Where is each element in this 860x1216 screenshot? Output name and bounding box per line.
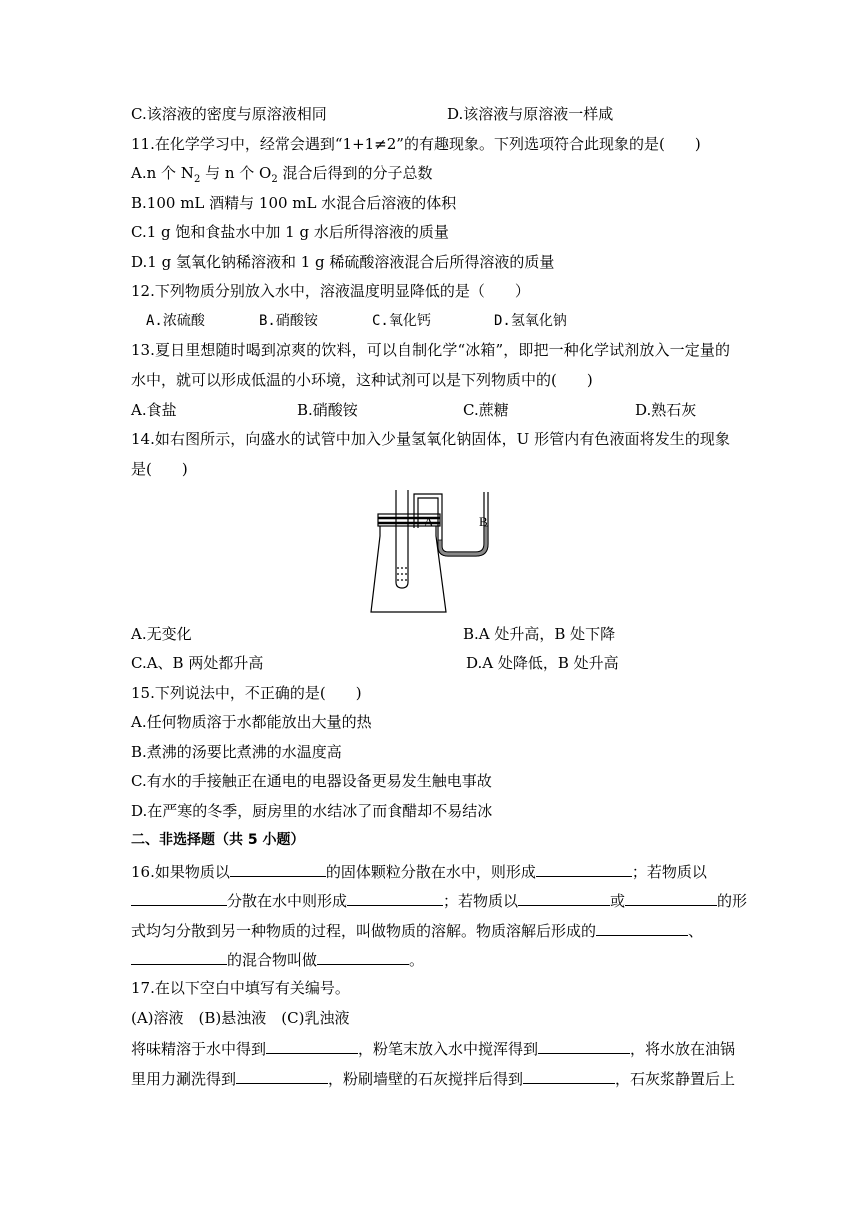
subscript: 2 bbox=[193, 174, 201, 185]
blank-field[interactable] bbox=[536, 860, 632, 877]
q17-text: ，粉刷墙壁的石灰搅拌后得到 bbox=[328, 1070, 524, 1088]
q17-text: ，石灰浆静置后上 bbox=[615, 1070, 736, 1088]
q16-text: 或 bbox=[610, 892, 626, 910]
blank-field[interactable] bbox=[538, 1037, 630, 1054]
blank-field[interactable] bbox=[523, 1067, 615, 1084]
q13-option-c: C.蔗糖 bbox=[463, 401, 509, 419]
q12-option-d: D.氢氧化钠 bbox=[494, 313, 567, 329]
blank-field[interactable] bbox=[236, 1067, 328, 1084]
blank-field[interactable] bbox=[266, 1037, 358, 1054]
q11-option-a-text: 与 n 个 O bbox=[200, 164, 272, 182]
section-heading: 二、非选择题（共 5 小题） bbox=[131, 832, 305, 848]
q16-line1 bbox=[131, 860, 707, 882]
q17-text: ，将水放在油锅 bbox=[630, 1040, 736, 1058]
q17-line1 bbox=[131, 1037, 735, 1059]
q10-option-d: D.该溶液与原溶液一样咸 bbox=[447, 105, 614, 123]
q11-option-c: C.1 g 饱和食盐水中加 1 g 水后所得溶液的质量 bbox=[131, 223, 449, 241]
q11-option-b: B.100 mL 酒精与 100 mL 水混合后溶液的体积 bbox=[131, 194, 457, 212]
blank-field[interactable] bbox=[230, 860, 326, 877]
blank-field[interactable] bbox=[317, 948, 409, 965]
q16-line2 bbox=[131, 889, 747, 911]
q13-option-b: B.硝酸铵 bbox=[297, 401, 358, 419]
q16-text: 式均匀分散到另一种物质的过程，叫做物质的溶解。物质溶解后形成的 bbox=[131, 922, 597, 940]
q14-stem-line2: 是( ) bbox=[131, 460, 188, 478]
q16-text: ；若物质以 bbox=[443, 892, 519, 910]
q12-option-a: A.浓硫酸 bbox=[146, 313, 205, 329]
q17-text: ，粉笔末放入水中搅浑得到 bbox=[358, 1040, 539, 1058]
blank-field[interactable] bbox=[625, 889, 717, 906]
q15-option-d: D.在严寒的冬季，厨房里的水结冰了而食醋却不易结冰 bbox=[131, 802, 493, 820]
q12-stem: 12.下列物质分别放入水中，溶液温度明显降低的是（ ） bbox=[131, 282, 530, 300]
q14-option-a: A.无变化 bbox=[131, 625, 192, 643]
q17-stem: 17.在以下空白中填写有关编号。 bbox=[131, 979, 350, 997]
q11-option-a bbox=[131, 163, 433, 190]
q14-option-d: D.A 处降低，B 处升高 bbox=[466, 654, 619, 672]
q13-option-a: A.食盐 bbox=[131, 401, 177, 419]
q11-stem: 11.在化学学习中，经常会遇到“1+1≠2”的有趣现象。下列选项符合此现象的是( ) bbox=[131, 135, 701, 153]
blank-field[interactable] bbox=[131, 889, 227, 906]
q17-choices: (A)溶液 (B)悬浊液 (C)乳浊液 bbox=[131, 1009, 350, 1027]
blank-field[interactable] bbox=[596, 919, 688, 936]
q14-option-c: C.A、B 两处都升高 bbox=[131, 654, 264, 672]
q17-text: 将味精溶于水中得到 bbox=[131, 1040, 267, 1058]
q16-text: 。 bbox=[409, 951, 425, 969]
q12-option-c: C.氧化钙 bbox=[372, 313, 431, 329]
label-a: A bbox=[424, 514, 434, 529]
q15-option-c: C.有水的手接触正在通电的电器设备更易发生触电事故 bbox=[131, 772, 492, 790]
blank-field[interactable] bbox=[518, 889, 610, 906]
q17-text: 里用力涮洗得到 bbox=[131, 1070, 237, 1088]
q16-text: 的固体颗粒分散在水中，则形成 bbox=[325, 863, 536, 881]
q16-text: 分散在水中则形成 bbox=[227, 892, 348, 910]
q14-option-b: B.A 处升高，B 处下降 bbox=[463, 625, 616, 643]
q10-option-c: C.该溶液的密度与原溶液相同 bbox=[131, 105, 327, 123]
q16-text: ；若物质以 bbox=[631, 863, 707, 881]
blank-field[interactable] bbox=[131, 948, 227, 965]
q11-option-d: D.1 g 氢氧化钠稀溶液和 1 g 稀硫酸溶液混合后所得溶液的质量 bbox=[131, 253, 555, 271]
q15-option-b: B.煮沸的汤要比煮沸的水温度高 bbox=[131, 743, 342, 761]
u-tube-apparatus-diagram bbox=[366, 486, 496, 616]
q16-text: 16.如果物质以 bbox=[131, 863, 230, 881]
q15-option-a: A.任何物质溶于水都能放出大量的热 bbox=[131, 713, 372, 731]
q13-option-d: D.熟石灰 bbox=[635, 401, 697, 419]
q17-line2 bbox=[131, 1067, 735, 1089]
q11-option-a-text: 混合后得到的分子总数 bbox=[277, 164, 433, 182]
q16-text: 的形 bbox=[717, 892, 748, 910]
subscript: 2 bbox=[271, 174, 278, 185]
q16-line4 bbox=[131, 948, 424, 970]
q11-option-a-text: A.n 个 N bbox=[131, 164, 194, 182]
q13-stem-line2: 水中，就可以形成低温的小环境，这种试剂可以是下列物质中的( ) bbox=[131, 371, 593, 389]
q16-line3 bbox=[131, 919, 703, 941]
blank-field[interactable] bbox=[347, 889, 443, 906]
label-b: B bbox=[479, 514, 488, 529]
q16-text: 的混合物叫做 bbox=[227, 951, 318, 969]
q15-stem: 15.下列说法中，不正确的是( ) bbox=[131, 684, 362, 702]
q13-stem-line1: 13.夏日里想随时喝到凉爽的饮料，可以自制化学“冰箱”，即把一种化学试剂放入一定量的 bbox=[131, 341, 730, 359]
q12-option-b: B.硝酸铵 bbox=[259, 313, 318, 329]
q16-text: 、 bbox=[688, 922, 704, 940]
q14-stem-line1: 14.如右图所示，向盛水的试管中加入少量氢氧化钠固体，U 形管内有色液面将发生的现象 bbox=[131, 430, 730, 448]
